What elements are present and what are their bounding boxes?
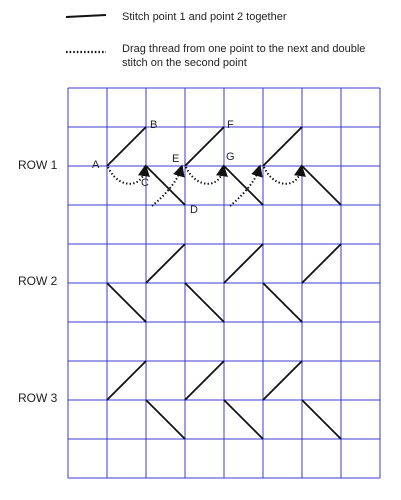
stitch-line (224, 244, 263, 283)
point-label-b: B (150, 119, 158, 131)
stitch-line (302, 400, 341, 439)
point-label-e: E (172, 153, 180, 165)
legend-solid-text: Stitch point 1 and point 2 together (122, 11, 287, 23)
point-label-g: G (226, 151, 235, 163)
stitch-line (107, 361, 146, 400)
point-label-c: C (141, 177, 149, 189)
stitch-line (107, 283, 146, 322)
drag-arrow (264, 167, 301, 184)
stitch-line (146, 244, 185, 283)
stitch-line (224, 400, 263, 439)
point-label-f: F (227, 119, 234, 131)
stitch-line (263, 127, 302, 166)
row-3-label: ROW 3 (18, 391, 58, 405)
stitch-line (263, 283, 302, 322)
point-label-a: A (92, 159, 100, 171)
stitch-line (185, 283, 224, 322)
drag-arrow (186, 167, 223, 184)
stitch-line (107, 127, 146, 166)
row-1-label: ROW 1 (18, 158, 58, 172)
stitch-line (185, 361, 224, 400)
legend-dotted-text: Drag thread from one point to the next and double stitch on the second point (122, 43, 366, 69)
legend-solid-sample (66, 15, 106, 17)
row-2-label: ROW 2 (18, 274, 58, 288)
drag-arrow (108, 167, 145, 184)
stitch-line (263, 361, 302, 400)
stitch-line (146, 400, 185, 439)
drag-paths (108, 167, 301, 206)
stitch-line (302, 244, 341, 283)
stitch-line (302, 166, 341, 205)
point-label-d: D (190, 204, 198, 216)
stitch-line (185, 127, 224, 166)
